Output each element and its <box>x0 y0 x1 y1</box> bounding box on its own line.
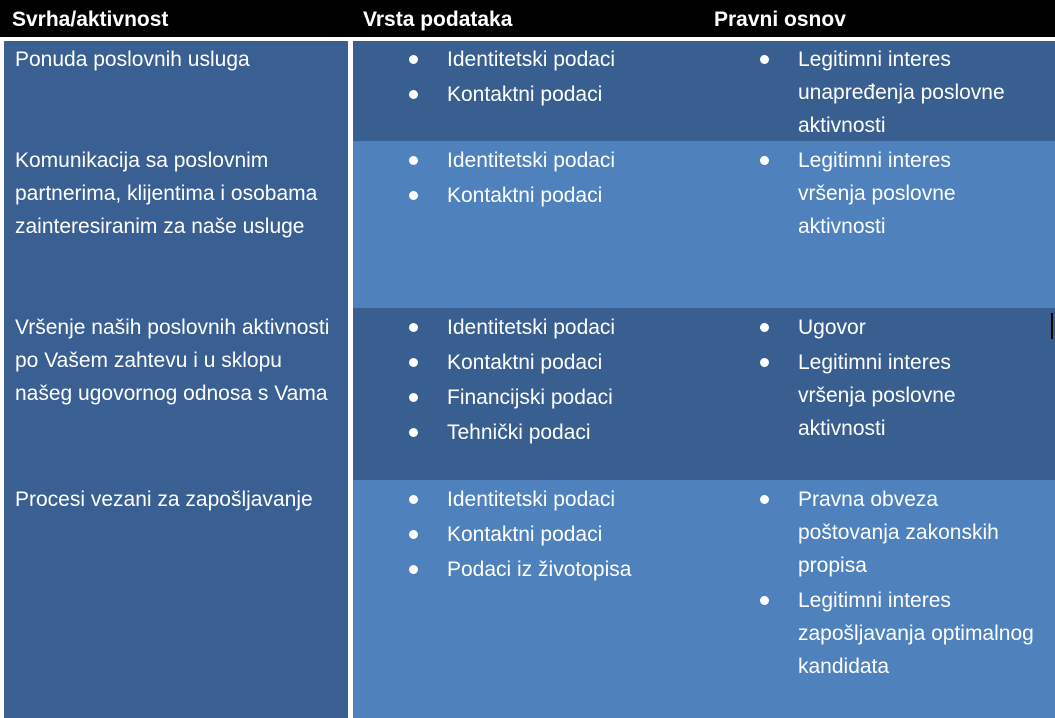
legal-basis-list <box>798 43 1048 144</box>
header-legal-basis: Pravni osnov <box>714 8 846 31</box>
legal-basis-list <box>798 483 1043 685</box>
data-type-list <box>447 144 707 214</box>
list-item: Legitimni interes unapređenja poslovne aktivnosti <box>798 43 1048 142</box>
list-item: Kontaktni podaci <box>447 78 707 111</box>
list-item: Ugovor <box>798 311 1018 344</box>
list-item: Legitimni interes vršenja poslovne aktivnosti <box>798 144 1018 243</box>
text-cursor <box>1051 313 1053 339</box>
list-item: Legitimni interes vršenja poslovne aktivnosti <box>798 346 1018 445</box>
purpose-cell: Vršenje naših poslovnih aktivnosti po Vašem zahtevu i u sklopu našeg ugovornog odnosa s Vama <box>15 316 330 405</box>
data-type-list <box>447 311 707 451</box>
list-item: Legitimni interes zapošljavanja optimalnog kandidata <box>798 584 1043 683</box>
purpose-cell: Komunikacija sa poslovnim partnerima, klijentima i osobama zainteresiranim za naše usluge <box>15 149 318 238</box>
list-item: Financijski podaci <box>447 381 707 414</box>
data-type-list <box>447 483 707 588</box>
list-item: Pravna obveza poštovanja zakonskih propisa <box>798 483 1043 582</box>
legal-basis-list <box>798 311 1018 447</box>
purpose-cell: Ponuda poslovnih usluga <box>15 48 250 71</box>
list-item: Identitetski podaci <box>447 144 707 177</box>
list-item: Kontaktni podaci <box>447 518 707 551</box>
list-item: Identitetski podaci <box>447 43 707 76</box>
purpose-cell: Procesi vezani za zapošljavanje <box>15 488 313 511</box>
list-item: Kontaktni podaci <box>447 179 707 212</box>
list-item: Podaci iz životopisa <box>447 553 707 586</box>
table-header <box>0 0 1055 37</box>
list-item: Identitetski podaci <box>447 311 707 344</box>
list-item: Identitetski podaci <box>447 483 707 516</box>
header-purpose: Svrha/aktivnost <box>12 8 169 31</box>
list-item: Kontaktni podaci <box>447 346 707 379</box>
header-data-type: Vrsta podataka <box>363 8 513 31</box>
data-type-list <box>447 43 707 113</box>
list-item: Tehnički podaci <box>447 416 707 449</box>
legal-basis-list <box>798 144 1018 245</box>
